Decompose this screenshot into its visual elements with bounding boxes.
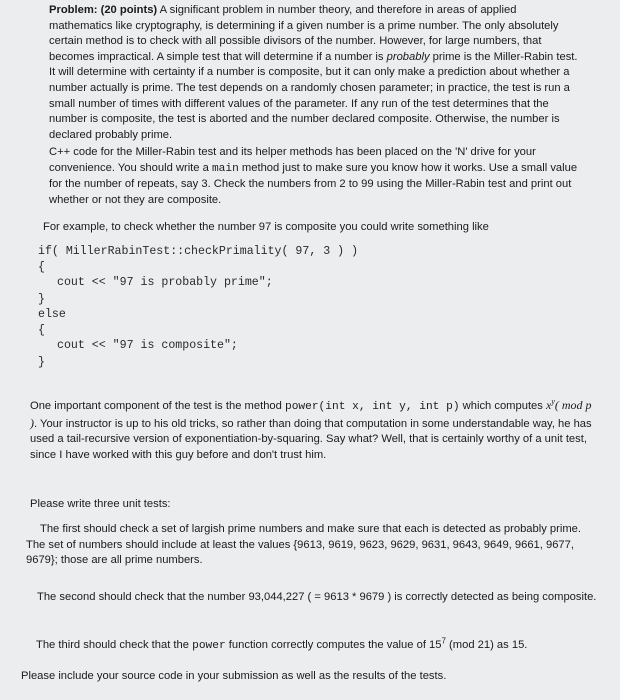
test-2-paragraph [24,590,599,606]
problem-title: Problem: (20 points) [49,4,158,16]
p4-text-c: . Your instructor is up to his old tricks, so rather than doing that computation in some understandable way, he has used a tail-recursive version of exponentiation-by-squaring. Say what? Well, that is certainly worthy of a unit test, since I have worked with this guy before and don't trust him. [30,417,592,461]
example-intro-text: For example, to check whether the number 97 is composite you could write something like [43,221,489,233]
p2-text-b: method just to make sure you know how it works. Use a small value for the number of repeats, say 3. Check the numbers from 2 to 99 using the Miller-Rabin test and print out whether or not they are composite. [49,161,578,206]
code-line-6: { [38,324,45,337]
test-3-exponent: 7 [441,636,446,646]
test-3-paragraph [36,638,606,655]
p4-text-a: One important component of the test is the method [30,400,285,412]
code-line-5: else [38,308,66,321]
main-code-word: main [211,162,239,175]
submission-instructions [21,669,601,685]
code-line-4: } [38,293,45,306]
test-1-text: The first should check a set of largish prime numbers and make sure that each is detected as probably prime. The set of numbers should include at least the values {9613, 9619, 9623, 9629, 9631, 9643, 9649, 9661, 9677, 9679}; those are all prime numbers. [26,523,581,567]
test-1-paragraph [26,522,596,569]
test-3-text-a: The third should check that the [36,639,193,651]
power-method-paragraph [30,398,595,463]
code-line-7: cout << "97 is composite"; [57,339,238,352]
problem-intro: A significant problem in number theory, and therefore in areas of applied mathematics like cryptography, is determining if a given number is a prime number. The only absolutely certain method is to check with all possible divisors of the number. However, for large numbers, that becomes impractical. A simple test that will determine if a number is [49,4,559,63]
test-3-text-c: (mod 21) as 15. [445,639,528,651]
unit-tests-heading-text: Please write three unit tests: [30,498,171,510]
code-line-1: if( MillerRabinTest::checkPrimality( 97, 3 ) ) [38,245,359,258]
unit-tests-heading [30,497,560,513]
cpp-code-paragraph [49,145,581,208]
example-intro [43,220,573,236]
power-signature-code: power(int x, int y, int p) [284,401,460,413]
submission-instructions-text: Please include your source code in your submission as well as the results of the tests. [21,670,447,682]
code-line-8: } [38,356,45,369]
test-3-text-b: function correctly computes the value of 15 [225,639,442,651]
problem-paragraph [49,3,579,143]
power-formula: $x^y$( mod p ) [30,397,592,430]
problem-intro-2: prime is the Miller-Rabin test. It will determine with certainty if a number is composite, but it can only make a prediction about whether a number actually is prime. The test depends on a randomly chosen parameter; in practice, the test is run a small number of times with different values of the parameter. If any run of the test determines that the number is composite, the test is aborted and the number declared composite. Otherwise, the number is declared probably prime. [49,50,578,141]
p2-text-a: C++ code for the Miller-Rabin test and its helper methods has been placed on the 'N' drive for your convenience. You should write a [49,146,536,174]
p4-text-b: which computes [459,400,546,412]
code-line-3: cout << "97 is probably prime"; [57,276,273,289]
test-2-text: The second should check that the number 93,044,227 ( = 9613 * 9679 ) is correctly detected as being composite. [37,591,597,603]
problem-intro-em: probably [386,50,430,63]
code-line-2: { [38,261,45,274]
power-code-word: power [192,640,226,652]
